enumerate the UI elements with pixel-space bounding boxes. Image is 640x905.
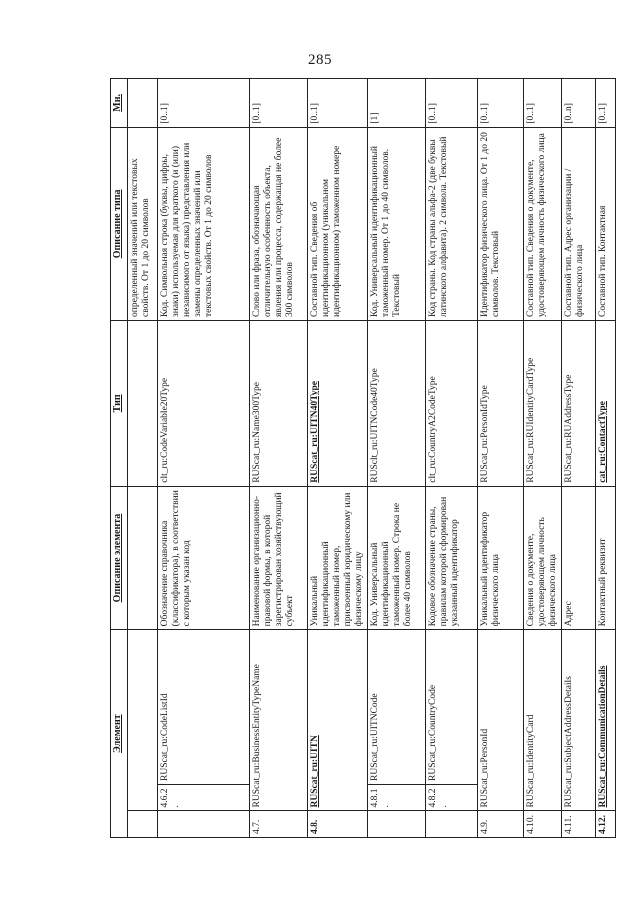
row-element: RUScat_ru:IdentityCard — [524, 630, 562, 811]
row-subnumber: 4.8.1. — [368, 785, 426, 812]
table-row — [158, 79, 250, 838]
row-number: 4.8. — [308, 811, 368, 838]
row-number: 4.11. — [562, 811, 596, 838]
row-type-description: Код. Символьная строка (буквы, цифры, знаки) используемая для краткого (и (или) независимого от языка) представления или замены определенных значений или текстовых свойств. От 1 до 20 символов — [158, 127, 250, 320]
header-element-description: Описание элемента — [111, 486, 128, 630]
row-element: RUScat_ru:UITNCode — [368, 630, 426, 785]
row-number: 4.10. — [524, 811, 562, 838]
row-type-description: Код страны. Код страны альфа-2 (две буквы латинского алфавита). 2 символа. Текстовый — [426, 127, 478, 320]
row-type-description: Идентификатор физического лица. От 1 до 20 символов. Текстовый — [478, 127, 524, 320]
row-multiplicity: [0..1] — [250, 79, 308, 128]
row-multiplicity: [0..1] — [524, 79, 562, 128]
row-multiplicity: [0..1] — [478, 79, 524, 128]
row-element: RUScat_ru:SubjectAddressDetails — [562, 630, 596, 811]
row-type-description: Составной тип. Контактная — [596, 127, 616, 320]
row-number — [158, 811, 250, 838]
row-element-description: Обозначение справочника (классификатора), в соответствии с которым указан код — [158, 486, 250, 630]
header-type-description: Описание типа — [111, 127, 128, 320]
row-element — [128, 630, 158, 811]
row-element: RUScat_ru:UITN — [308, 630, 368, 811]
row-element: RUScat_ru:PersonId — [478, 630, 524, 811]
row-element-description — [128, 486, 158, 630]
table-header-row — [111, 79, 128, 838]
row-number — [128, 811, 158, 838]
row-number — [368, 811, 426, 838]
row-element: RUScat_ru:BusinessEntityTypeName — [250, 630, 308, 811]
header-multiplicity: Мн. — [111, 79, 128, 128]
row-type-description: Слово или фраза, обозначающая отличительную особенность объекта, явления или процесса, содержащая не более 300 символов — [250, 127, 308, 320]
row-type — [128, 321, 158, 487]
row-element-description: Уникальный идентификатор физического лица — [478, 486, 524, 630]
row-element: RUScat_ru:CountryCode — [426, 630, 478, 785]
row-subnumber: 4.8.2. — [426, 785, 478, 812]
row-type-description: Код. Универсальный идентификационный таможенный номер. От 1 до 40 символов. Текстовый — [368, 127, 426, 320]
row-number: 4.7. — [250, 811, 308, 838]
table-row — [250, 79, 308, 838]
row-element-description: Контактный реквизит — [596, 486, 616, 630]
table-body — [128, 79, 616, 838]
row-type: RUScat_ru:UITN40Type — [308, 321, 368, 487]
rotated-table-content — [110, 78, 608, 838]
table-row — [596, 79, 616, 838]
specification-table — [110, 78, 616, 838]
row-type: RUScat_ru:RUIdentityCardType — [524, 321, 562, 487]
row-multiplicity: [0..n] — [562, 79, 596, 128]
row-element-description: Адрес — [562, 486, 596, 630]
rotated-table-area — [110, 78, 608, 838]
row-element-description: Кодовое обозначение страны, правилам которой сформирован указанный идентификатор — [426, 486, 478, 630]
row-type: RUScat_ru:PersonIdType — [478, 321, 524, 487]
row-element-description: Уникальный идентификационный таможенный номер, присвоенный юридическому или физическому лицу — [308, 486, 368, 630]
row-number — [426, 811, 478, 838]
row-multiplicity — [128, 79, 158, 128]
page-number: 285 — [308, 52, 332, 68]
row-multiplicity: [0..1] — [308, 79, 368, 128]
row-type-description: Составной тип. Адрес организации / физического лица — [562, 127, 596, 320]
row-element-description: Наименование организационно-правовой формы, в которой зарегистрирован хозяйствующий субъект — [250, 486, 308, 630]
row-type: RUSclt_ru:UITNCode40Type — [368, 321, 426, 487]
table-row — [128, 79, 158, 838]
row-element: RUScat_ru:CommunicationDetails — [596, 630, 616, 811]
row-number: 4.12. — [596, 811, 616, 838]
row-multiplicity: [0..1] — [426, 79, 478, 128]
row-type: RUScat_ru:RUAddressType — [562, 321, 596, 487]
row-multiplicity: [0..1] — [596, 79, 616, 128]
header-type: Тип — [111, 321, 128, 487]
row-type: RUScat_ru:Name300Type — [250, 321, 308, 487]
row-element-description: Сведения о документе, удостоверяющем личность физического лица — [524, 486, 562, 630]
row-multiplicity: [0..1] — [158, 79, 250, 128]
row-subnumber: 4.6.2. — [158, 785, 250, 812]
row-type-description: Составной тип. Сведения об идентификационном (уникальном идентификационном) таможенном номере — [308, 127, 368, 320]
row-type-description: определенный значений или текстовых свойств. От 1 до 20 символов — [128, 127, 158, 320]
table-row — [478, 79, 524, 838]
row-type: clt_ru:CountryA2CodeType — [426, 321, 478, 487]
row-multiplicity: [1] — [368, 79, 426, 128]
table-row — [368, 79, 426, 838]
table-row — [426, 79, 478, 838]
row-type-description: Составной тип. Сведения о документе, удостоверяющем личность физического лица — [524, 127, 562, 320]
row-element: RUScat_ru:CodeListId — [158, 630, 250, 785]
table-row — [562, 79, 596, 838]
row-element-description: Код. Универсальный идентификационный таможенный номер. Строка не более 40 символов — [368, 486, 426, 630]
header-element: Элемент — [111, 630, 128, 838]
table-row — [308, 79, 368, 838]
row-number: 4.9. — [478, 811, 524, 838]
table-row — [524, 79, 562, 838]
row-type: clt_ru:CodeVariable20Type — [158, 321, 250, 487]
row-type: cat_ru:ContactType — [596, 321, 616, 487]
